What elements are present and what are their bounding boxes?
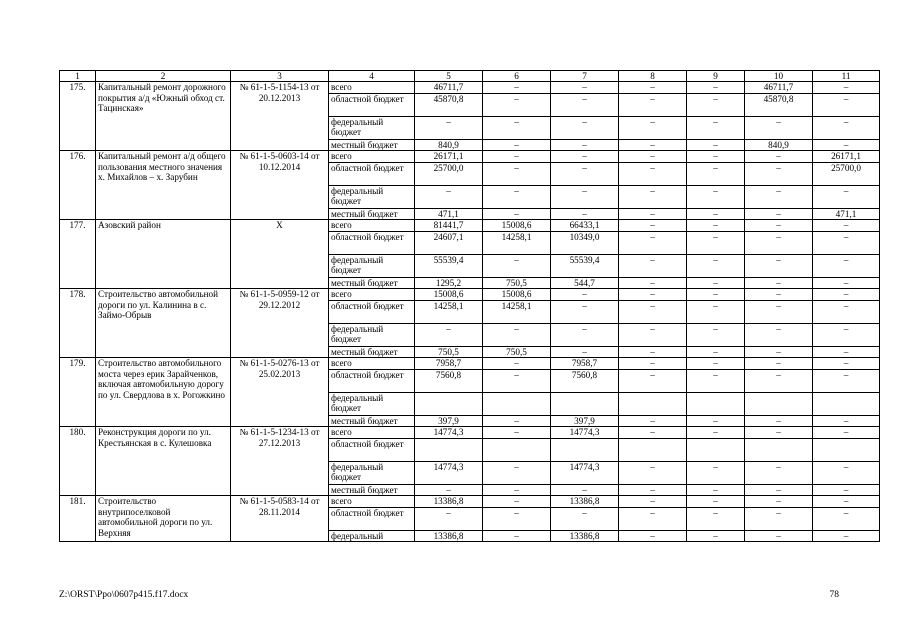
amount-cell: – bbox=[551, 82, 619, 94]
funding-source-label: областной бюджет bbox=[329, 93, 415, 116]
document-number: № 61-1-5-0276-13 от 25.02.2013 bbox=[231, 358, 329, 427]
amount-cell: – bbox=[687, 484, 745, 496]
amount-cell: – bbox=[813, 346, 880, 358]
amount-cell: – bbox=[745, 151, 813, 163]
amount-cell: – bbox=[483, 323, 551, 346]
amount-cell: 544,7 bbox=[551, 277, 619, 289]
amount-cell: – bbox=[619, 415, 687, 427]
amount-cell bbox=[687, 438, 745, 461]
amount-cell: – bbox=[483, 208, 551, 220]
amount-cell: – bbox=[619, 277, 687, 289]
amount-cell: – bbox=[551, 116, 619, 139]
funding-source-label: всего bbox=[329, 496, 415, 508]
amount-cell: – bbox=[745, 358, 813, 370]
amount-cell: – bbox=[813, 358, 880, 370]
row-number: 181. bbox=[60, 496, 96, 542]
amount-cell: – bbox=[687, 93, 745, 116]
amount-cell: 840,9 bbox=[415, 139, 483, 151]
amount-cell: – bbox=[745, 484, 813, 496]
row-number: 176. bbox=[60, 151, 96, 220]
amount-cell: – bbox=[813, 82, 880, 94]
amount-cell: – bbox=[813, 427, 880, 439]
amount-cell: – bbox=[551, 208, 619, 220]
amount-cell: – bbox=[813, 415, 880, 427]
column-header: 4 bbox=[329, 71, 415, 82]
amount-cell: – bbox=[745, 427, 813, 439]
table-row bbox=[60, 82, 880, 94]
amount-cell: 7958,7 bbox=[415, 358, 483, 370]
funding-source-label: федеральный bbox=[329, 530, 415, 542]
amount-cell: – bbox=[483, 427, 551, 439]
object-name: Реконструкция дороги по ул. Крестьянская в с. Кулешовка bbox=[96, 427, 231, 496]
amount-cell: – bbox=[687, 323, 745, 346]
table-row bbox=[60, 496, 880, 508]
funding-source-label: областной бюджет bbox=[329, 231, 415, 254]
funding-source-label: всего bbox=[329, 220, 415, 232]
amount-cell: – bbox=[619, 369, 687, 392]
amount-cell: – bbox=[483, 139, 551, 151]
amount-cell: 14258,1 bbox=[483, 231, 551, 254]
amount-cell: – bbox=[619, 530, 687, 542]
amount-cell: – bbox=[813, 530, 880, 542]
funding-source-label: федеральный бюджет bbox=[329, 461, 415, 484]
funding-source-label: местный бюджет bbox=[329, 484, 415, 496]
amount-cell: 13386,8 bbox=[415, 530, 483, 542]
amount-cell: – bbox=[745, 461, 813, 484]
funding-source-label: федеральный бюджет bbox=[329, 323, 415, 346]
amount-cell: 750,5 bbox=[415, 346, 483, 358]
amount-cell bbox=[551, 438, 619, 461]
column-header: 3 bbox=[231, 71, 329, 82]
amount-cell bbox=[813, 392, 880, 415]
amount-cell: – bbox=[483, 484, 551, 496]
funding-source-label: областной бюджет bbox=[329, 507, 415, 530]
object-name: Капитальный ремонт а/д общего пользования местного значения х. Михайлов – х. Зарубин bbox=[96, 151, 231, 220]
amount-cell: – bbox=[745, 346, 813, 358]
amount-cell: – bbox=[619, 82, 687, 94]
amount-cell: – bbox=[415, 116, 483, 139]
funding-source-label: федеральный бюджет bbox=[329, 254, 415, 277]
amount-cell: – bbox=[745, 162, 813, 185]
amount-cell: – bbox=[687, 151, 745, 163]
amount-cell: – bbox=[687, 300, 745, 323]
amount-cell: – bbox=[619, 346, 687, 358]
amount-cell: – bbox=[687, 139, 745, 151]
amount-cell: – bbox=[687, 82, 745, 94]
document-number: Х bbox=[231, 220, 329, 289]
funding-source-label: федеральный бюджет bbox=[329, 116, 415, 139]
file-path: Z:\ORST\Ppo\0607p415.f17.docx bbox=[59, 590, 189, 600]
funding-source-label: областной бюджет bbox=[329, 300, 415, 323]
amount-cell: – bbox=[483, 93, 551, 116]
row-number: 180. bbox=[60, 427, 96, 496]
amount-cell: 14258,1 bbox=[483, 300, 551, 323]
amount-cell: – bbox=[687, 461, 745, 484]
amount-cell: – bbox=[745, 277, 813, 289]
amount-cell: 45870,8 bbox=[415, 93, 483, 116]
amount-cell: – bbox=[687, 208, 745, 220]
amount-cell: – bbox=[619, 461, 687, 484]
amount-cell: 7560,8 bbox=[415, 369, 483, 392]
amount-cell: – bbox=[619, 185, 687, 208]
table-row bbox=[60, 289, 880, 301]
amount-cell: – bbox=[619, 231, 687, 254]
funding-source-label: всего bbox=[329, 82, 415, 94]
funding-source-label: всего bbox=[329, 289, 415, 301]
amount-cell: – bbox=[687, 162, 745, 185]
amount-cell: – bbox=[483, 507, 551, 530]
amount-cell bbox=[813, 438, 880, 461]
amount-cell: 7560,8 bbox=[551, 369, 619, 392]
header-row bbox=[60, 71, 880, 82]
column-header: 9 bbox=[687, 71, 745, 82]
amount-cell bbox=[745, 438, 813, 461]
amount-cell: – bbox=[745, 116, 813, 139]
amount-cell: 15008,6 bbox=[415, 289, 483, 301]
amount-cell: – bbox=[483, 496, 551, 508]
amount-cell: – bbox=[551, 507, 619, 530]
amount-cell: – bbox=[551, 323, 619, 346]
amount-cell: 750,5 bbox=[483, 346, 551, 358]
amount-cell: – bbox=[619, 162, 687, 185]
amount-cell: – bbox=[483, 369, 551, 392]
amount-cell: – bbox=[687, 231, 745, 254]
amount-cell: 55539,4 bbox=[415, 254, 483, 277]
amount-cell: 471,1 bbox=[813, 208, 880, 220]
object-name: Строительство автомобильной дороги по ул. Калинина в с. Займо-Обрыв bbox=[96, 289, 231, 358]
row-number: 178. bbox=[60, 289, 96, 358]
amount-cell: 397,9 bbox=[551, 415, 619, 427]
amount-cell bbox=[745, 392, 813, 415]
amount-cell: – bbox=[483, 530, 551, 542]
amount-cell: – bbox=[483, 461, 551, 484]
amount-cell: 14774,3 bbox=[551, 461, 619, 484]
amount-cell: – bbox=[483, 358, 551, 370]
amount-cell: 14258,1 bbox=[415, 300, 483, 323]
amount-cell: – bbox=[813, 323, 880, 346]
amount-cell: 46711,7 bbox=[415, 82, 483, 94]
document-number: № 61-1-5-1154-13 от 20.12.2013 bbox=[231, 82, 329, 151]
amount-cell: – bbox=[687, 507, 745, 530]
amount-cell: – bbox=[813, 254, 880, 277]
amount-cell: – bbox=[813, 93, 880, 116]
amount-cell: 397,9 bbox=[415, 415, 483, 427]
amount-cell: 15008,6 bbox=[483, 220, 551, 232]
amount-cell: 13386,8 bbox=[551, 530, 619, 542]
amount-cell: – bbox=[687, 530, 745, 542]
amount-cell bbox=[619, 438, 687, 461]
amount-cell: 24607,1 bbox=[415, 231, 483, 254]
amount-cell: – bbox=[687, 369, 745, 392]
amount-cell: 7958,7 bbox=[551, 358, 619, 370]
amount-cell: – bbox=[415, 507, 483, 530]
amount-cell: – bbox=[813, 461, 880, 484]
amount-cell: – bbox=[619, 93, 687, 116]
amount-cell: 14774,3 bbox=[415, 427, 483, 439]
amount-cell: – bbox=[619, 507, 687, 530]
funding-source-label: местный бюджет bbox=[329, 208, 415, 220]
amount-cell: 26171,1 bbox=[415, 151, 483, 163]
amount-cell: 55539,4 bbox=[551, 254, 619, 277]
amount-cell: – bbox=[813, 185, 880, 208]
document-number: № 61-1-5-0583-14 от 28.11.2014 bbox=[231, 496, 329, 542]
amount-cell: – bbox=[745, 289, 813, 301]
funding-source-label: всего bbox=[329, 358, 415, 370]
amount-cell: – bbox=[551, 289, 619, 301]
amount-cell: – bbox=[687, 346, 745, 358]
amount-cell: – bbox=[813, 496, 880, 508]
amount-cell: – bbox=[813, 277, 880, 289]
amount-cell: – bbox=[745, 220, 813, 232]
table-body bbox=[60, 82, 880, 542]
amount-cell: – bbox=[813, 484, 880, 496]
amount-cell: – bbox=[813, 116, 880, 139]
amount-cell: – bbox=[619, 116, 687, 139]
amount-cell: – bbox=[619, 323, 687, 346]
amount-cell: – bbox=[745, 415, 813, 427]
amount-cell: – bbox=[619, 289, 687, 301]
funding-source-label: местный бюджет bbox=[329, 346, 415, 358]
amount-cell: – bbox=[483, 151, 551, 163]
column-header: 8 bbox=[619, 71, 687, 82]
amount-cell: – bbox=[619, 300, 687, 323]
column-header: 7 bbox=[551, 71, 619, 82]
amount-cell: – bbox=[687, 220, 745, 232]
amount-cell: – bbox=[745, 208, 813, 220]
amount-cell: – bbox=[813, 139, 880, 151]
object-name: Капитальный ремонт дорожного покрытия а/д «Южный обход ст. Тацинская» bbox=[96, 82, 231, 151]
amount-cell: – bbox=[619, 220, 687, 232]
amount-cell: – bbox=[619, 254, 687, 277]
object-name: Азовский район bbox=[96, 220, 231, 289]
document-page bbox=[59, 70, 861, 542]
amount-cell: 45870,8 bbox=[745, 93, 813, 116]
funding-source-label: всего bbox=[329, 427, 415, 439]
amount-cell: – bbox=[483, 415, 551, 427]
amount-cell: – bbox=[813, 289, 880, 301]
amount-cell: – bbox=[619, 427, 687, 439]
amount-cell: – bbox=[619, 151, 687, 163]
amount-cell: – bbox=[745, 323, 813, 346]
amount-cell: – bbox=[551, 484, 619, 496]
funding-source-label: областной бюджет bbox=[329, 162, 415, 185]
amount-cell: 25700,0 bbox=[813, 162, 880, 185]
amount-cell: – bbox=[551, 139, 619, 151]
amount-cell: – bbox=[687, 289, 745, 301]
amount-cell: – bbox=[745, 300, 813, 323]
amount-cell: 13386,8 bbox=[415, 496, 483, 508]
funding-source-label: федеральный бюджет bbox=[329, 392, 415, 415]
column-header: 5 bbox=[415, 71, 483, 82]
amount-cell: – bbox=[745, 369, 813, 392]
amount-cell: 1295,2 bbox=[415, 277, 483, 289]
amount-cell bbox=[687, 392, 745, 415]
table-row bbox=[60, 358, 880, 370]
amount-cell: – bbox=[619, 358, 687, 370]
row-number: 175. bbox=[60, 82, 96, 151]
document-number: № 61-1-5-1234-13 от 27.12.2013 bbox=[231, 427, 329, 496]
amount-cell: – bbox=[551, 300, 619, 323]
funding-source-label: местный бюджет bbox=[329, 415, 415, 427]
amount-cell: – bbox=[687, 277, 745, 289]
column-header: 11 bbox=[813, 71, 880, 82]
amount-cell bbox=[551, 392, 619, 415]
amount-cell: – bbox=[687, 185, 745, 208]
funding-source-label: всего bbox=[329, 151, 415, 163]
amount-cell: 15008,6 bbox=[483, 289, 551, 301]
amount-cell: 25700,0 bbox=[415, 162, 483, 185]
amount-cell: – bbox=[745, 185, 813, 208]
amount-cell: – bbox=[483, 162, 551, 185]
funding-source-label: федеральный бюджет bbox=[329, 185, 415, 208]
amount-cell: – bbox=[415, 185, 483, 208]
amount-cell: – bbox=[551, 185, 619, 208]
amount-cell: – bbox=[687, 116, 745, 139]
amount-cell: – bbox=[619, 484, 687, 496]
object-name: Строительство автомобильного моста через ерик Зарайченков, включая автомобильную дорогу по ул. Свердлова в х. Рогожкино bbox=[96, 358, 231, 427]
amount-cell: 10349,0 bbox=[551, 231, 619, 254]
amount-cell: – bbox=[483, 82, 551, 94]
amount-cell bbox=[415, 392, 483, 415]
column-header: 2 bbox=[96, 71, 231, 82]
column-header: 10 bbox=[745, 71, 813, 82]
amount-cell: 14774,3 bbox=[551, 427, 619, 439]
amount-cell bbox=[483, 438, 551, 461]
amount-cell: – bbox=[813, 300, 880, 323]
amount-cell: 750,5 bbox=[483, 277, 551, 289]
amount-cell: 840,9 bbox=[745, 139, 813, 151]
table-row bbox=[60, 220, 880, 232]
funding-source-label: областной бюджет bbox=[329, 438, 415, 461]
amount-cell: – bbox=[483, 254, 551, 277]
amount-cell: – bbox=[745, 496, 813, 508]
amount-cell: – bbox=[813, 220, 880, 232]
amount-cell: – bbox=[745, 530, 813, 542]
amount-cell: 471,1 bbox=[415, 208, 483, 220]
amount-cell: – bbox=[745, 507, 813, 530]
amount-cell: – bbox=[813, 231, 880, 254]
amount-cell: – bbox=[687, 415, 745, 427]
column-header: 1 bbox=[60, 71, 96, 82]
column-header: 6 bbox=[483, 71, 551, 82]
amount-cell: – bbox=[551, 151, 619, 163]
amount-cell: – bbox=[619, 496, 687, 508]
amount-cell bbox=[619, 392, 687, 415]
amount-cell: – bbox=[687, 254, 745, 277]
amount-cell: – bbox=[551, 346, 619, 358]
amount-cell: 46711,7 bbox=[745, 82, 813, 94]
document-number: № 61-1-5-0959-12 от 29.12.2012 bbox=[231, 289, 329, 358]
amount-cell bbox=[415, 438, 483, 461]
amount-cell: – bbox=[745, 254, 813, 277]
amount-cell: 66433,1 bbox=[551, 220, 619, 232]
amount-cell: – bbox=[745, 231, 813, 254]
amount-cell: – bbox=[483, 185, 551, 208]
amount-cell: – bbox=[619, 139, 687, 151]
page-number: 78 bbox=[829, 590, 839, 600]
funding-source-label: местный бюджет bbox=[329, 139, 415, 151]
budget-table bbox=[59, 70, 880, 542]
funding-source-label: местный бюджет bbox=[329, 277, 415, 289]
row-number: 177. bbox=[60, 220, 96, 289]
funding-source-label: областной бюджет bbox=[329, 369, 415, 392]
object-name: Строительство внутрипоселковой автомобильной дороги по ул. Верхняя bbox=[96, 496, 231, 542]
amount-cell: 13386,8 bbox=[551, 496, 619, 508]
amount-cell bbox=[483, 392, 551, 415]
document-number: № 61-1-5-0603-14 от 10.12.2014 bbox=[231, 151, 329, 220]
amount-cell: 81441,7 bbox=[415, 220, 483, 232]
amount-cell: – bbox=[483, 116, 551, 139]
amount-cell: – bbox=[551, 93, 619, 116]
amount-cell: – bbox=[415, 323, 483, 346]
amount-cell: – bbox=[813, 369, 880, 392]
row-number: 179. bbox=[60, 358, 96, 427]
amount-cell: – bbox=[813, 507, 880, 530]
amount-cell: 14774,3 bbox=[415, 461, 483, 484]
amount-cell: – bbox=[687, 427, 745, 439]
amount-cell: – bbox=[687, 358, 745, 370]
amount-cell: – bbox=[551, 162, 619, 185]
amount-cell: – bbox=[619, 208, 687, 220]
amount-cell: 26171,1 bbox=[813, 151, 880, 163]
amount-cell: – bbox=[687, 496, 745, 508]
amount-cell: – bbox=[415, 484, 483, 496]
table-row bbox=[60, 427, 880, 439]
table-row bbox=[60, 151, 880, 163]
